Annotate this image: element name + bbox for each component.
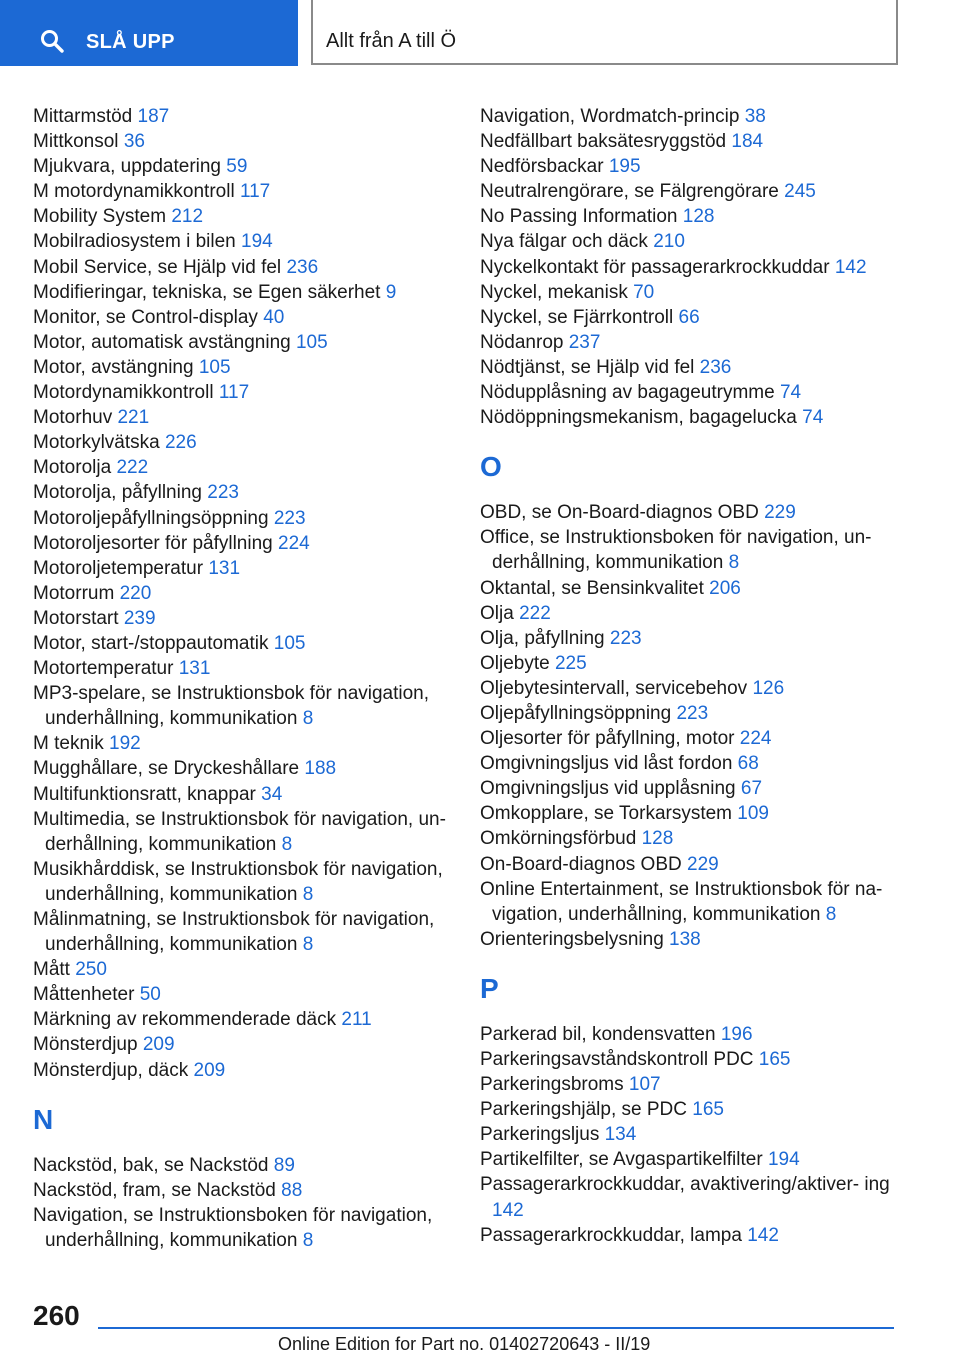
index-entry-text: Omkopplare, se Torkarsystem	[480, 803, 733, 825]
index-entry-page-link[interactable]: 221	[117, 407, 150, 429]
index-entry	[33, 355, 453, 380]
index-entry-page-link[interactable]: 117	[239, 181, 271, 203]
index-entry-text: Mobility System	[33, 206, 167, 228]
index-entry-page-link[interactable]: 187	[137, 106, 170, 127]
index-entry-page-link[interactable]: 226	[164, 432, 197, 454]
index-entry	[33, 681, 453, 731]
index-entry	[480, 280, 900, 305]
index-entry-text: Motoroljesorter för påfyllning	[33, 532, 273, 554]
index-entry	[480, 927, 900, 952]
index-entry	[33, 430, 453, 455]
index-entry	[33, 1007, 453, 1032]
index-entry-page-link[interactable]: 134	[604, 1124, 637, 1146]
index-entry	[480, 355, 900, 380]
index-entry	[33, 807, 453, 857]
index-entry-text: Måttenheter	[33, 984, 135, 1006]
index-entry-page-link[interactable]: 224	[278, 532, 310, 554]
index-entry-text: Motorolja	[33, 457, 112, 479]
index-entry-text: Mobilradiosystem i bilen	[33, 231, 236, 253]
index-entry	[33, 380, 453, 405]
index-entry-page-link[interactable]: 105	[273, 632, 306, 654]
index-entry-text: Nödtjänst, se Hjälp vid fel	[480, 356, 695, 378]
index-entry-page-link[interactable]: 107	[628, 1074, 661, 1096]
index-entry-text: Motorrum	[33, 582, 115, 604]
index-entry-page-link[interactable]: 223	[609, 627, 642, 649]
index-entry-text: Motorhuv	[33, 407, 113, 429]
index-entry-page-link[interactable]: 50	[139, 984, 161, 1006]
index-entry-page-link[interactable]: 165	[758, 1049, 791, 1070]
index-entry-page-link[interactable]: 223	[273, 507, 306, 529]
index-entry-text: Målinmatning, se Instruktionsbok för navigation, underhållning, kommunikation	[33, 909, 435, 956]
index-entry-page-link[interactable]: 188	[304, 758, 337, 780]
index-entry-page-link[interactable]: 128	[682, 206, 715, 228]
index-entry	[480, 751, 900, 776]
index-entry-page-link[interactable]: 222	[116, 457, 149, 479]
index-entry-page-link[interactable]: 237	[568, 331, 601, 353]
index-entry-text: On-Board-diagnos OBD	[480, 853, 682, 875]
index-entry-text: M motordynamikkontroll	[33, 181, 235, 203]
index-entry-text: Olja, påfyllning	[480, 627, 605, 649]
index-entry-text: Mjukvara, uppdatering	[33, 156, 221, 178]
index-entry	[480, 701, 900, 726]
index-entry-page-link[interactable]: 212	[171, 206, 204, 228]
index-entry-page-link[interactable]: 239	[123, 607, 156, 629]
index-entry-text: Oljesorter för påfyllning, motor	[480, 728, 735, 750]
index-entry	[480, 676, 900, 701]
index-entry-text: Nödanrop	[480, 331, 564, 353]
index-entry-page-link[interactable]: 89	[273, 1154, 295, 1176]
index-entry-text: Nackstöd, bak, se Nackstöd	[33, 1154, 269, 1176]
index-column-right	[480, 104, 900, 1248]
index-entry	[33, 731, 453, 756]
index-entry-text: Mittarmstöd	[33, 106, 133, 127]
index-entry	[33, 330, 453, 355]
index-entry-page-link[interactable]: 138	[669, 928, 701, 950]
index-column-left	[33, 104, 453, 1253]
index-entry-text: Parkeringsljus	[480, 1124, 600, 1146]
index-entry-page-link[interactable]: 222	[519, 602, 551, 624]
index-entry-page-link[interactable]: 223	[207, 482, 239, 504]
index-entry-text: Motorstart	[33, 607, 119, 629]
index-entry-page-link[interactable]: 225	[554, 652, 587, 674]
index-entry-page-link[interactable]: 142	[747, 1224, 779, 1246]
index-entry-text: Motorolja, påfyllning	[33, 482, 202, 504]
index-entry-text: Motor, automatisk avstängning	[33, 331, 291, 353]
index-entry	[33, 154, 453, 179]
index-entry	[33, 982, 453, 1007]
index-entry	[33, 656, 453, 681]
index-entry-page-link[interactable]: 236	[286, 256, 319, 278]
index-entry-page-link[interactable]: 59	[226, 156, 248, 178]
index-entry	[33, 280, 453, 305]
index-entry-text: Parkeringshjälp, se PDC	[480, 1099, 687, 1121]
index-entry	[480, 1172, 900, 1222]
index-entry	[33, 229, 453, 254]
index-entry	[33, 556, 453, 581]
index-entry-page-link[interactable]: 8	[302, 1229, 314, 1251]
index-entry-text: Mått	[33, 959, 70, 981]
index-entry-text: Navigation, se Instruktionsboken för navigation, underhållning, kommunikation	[33, 1204, 433, 1251]
index-entry-page-link[interactable]: 142	[834, 256, 867, 278]
index-entry	[33, 405, 453, 430]
index-entry-text: Office, se Instruktionsboken för navigation, un- derhållning, kommunikation	[480, 527, 872, 574]
index-entry-text: Olja	[480, 602, 514, 624]
index-entry	[480, 651, 900, 676]
index-entry-page-link[interactable]: 8	[281, 833, 293, 855]
index-entry	[33, 1153, 453, 1178]
index-entry-page-link[interactable]: 245	[784, 181, 816, 203]
index-entry	[480, 255, 900, 280]
index-entry-text: Navigation, Wordmatch-princip	[480, 106, 740, 127]
index-entry-page-link[interactable]: 192	[109, 733, 141, 755]
index-entry	[33, 531, 453, 556]
index-entry	[480, 179, 900, 204]
index-entry-page-link[interactable]: 165	[692, 1099, 724, 1121]
index-entry	[480, 405, 900, 430]
index-entry-page-link[interactable]: 196	[720, 1023, 753, 1045]
index-entry	[480, 1147, 900, 1172]
index-section-letter: P	[480, 972, 499, 1004]
index-section-letter: O	[480, 451, 502, 483]
index-entry-text: Online Entertainment, se Instruktionsbok för na- vigation, underhållning, kommunikation	[480, 878, 883, 925]
index-entry-page-link[interactable]: 229	[764, 502, 796, 524]
index-entry	[480, 525, 900, 575]
index-entry	[33, 455, 453, 480]
index-entry-text: Orienteringsbelysning	[480, 928, 664, 950]
index-entry-text: Nyckel, mekanisk	[480, 281, 628, 303]
index-entry-text: Nedförsbackar	[480, 156, 604, 178]
index-entry-page-link[interactable]: 236	[699, 356, 732, 378]
index-entry-page-link[interactable]: 36	[123, 131, 145, 153]
index-entry-text: Motordynamikkontroll	[33, 382, 214, 404]
index-entry	[33, 204, 453, 229]
index-entry-text: Monitor, se Control-display	[33, 306, 258, 328]
index-entry-page-link[interactable]: 211	[341, 1009, 372, 1031]
index-entry-text: Oljepåfyllningsöppning	[480, 702, 672, 724]
index-entry-page-link[interactable]: 126	[752, 677, 785, 699]
index-entry-text: Nödöppningsmekanism, bagagelucka	[480, 407, 797, 429]
index-entry-page-link[interactable]: 8	[302, 708, 314, 730]
index-entry-page-link[interactable]: 34	[261, 783, 283, 805]
index-entry-text: Omkörningsförbud	[480, 828, 637, 850]
index-entry	[480, 204, 900, 229]
index-entry	[480, 154, 900, 179]
index-entry	[33, 179, 453, 204]
index-entry-text: Omgivningsljus vid låst fordon	[480, 753, 733, 775]
index-entry-text: MP3-spelare, se Instruktionsbok för navigation, underhållning, kommunikation	[33, 683, 430, 730]
index-entry	[480, 1047, 900, 1072]
index-entry-page-link[interactable]: 74	[802, 407, 824, 429]
index-entry-text: Musikhårddisk, se Instruktionsbok för navigation, underhållning, kommunikation	[33, 858, 443, 905]
index-entry	[33, 606, 453, 631]
index-entry-text: Motor, start-/stoppautomatik	[33, 632, 269, 654]
index-entry	[33, 1032, 453, 1057]
index-entry	[33, 756, 453, 781]
index-entry-page-link[interactable]: 9	[385, 281, 397, 303]
index-entry	[480, 776, 900, 801]
index-entry	[480, 852, 900, 877]
index-entry-text: Oljebyte	[480, 652, 550, 674]
section-title-box	[311, 0, 898, 65]
index-entry-text: Multimedia, se Instruktionsbok för navigation, un- derhållning, kommunikation	[33, 808, 446, 855]
index-entry	[480, 576, 900, 601]
index-entry-page-link[interactable]: 223	[676, 702, 709, 724]
index-entry	[33, 305, 453, 330]
index-entry-page-link[interactable]: 184	[731, 131, 764, 153]
index-entry-page-link[interactable]: 194	[241, 231, 273, 253]
index-entry-page-link[interactable]: 117	[218, 382, 250, 404]
index-entry-text: Passagerarkrockkuddar, avaktivering/aktiver- ing	[480, 1174, 890, 1196]
index-entry	[33, 957, 453, 982]
page-header	[0, 0, 960, 68]
index-entry-page-link[interactable]: 8	[825, 903, 837, 925]
index-entry-text: OBD, se On-Board-diagnos OBD	[480, 502, 759, 524]
index-entry	[480, 229, 900, 254]
index-entry	[480, 1097, 900, 1122]
index-entry-page-link[interactable]: 8	[728, 552, 740, 574]
index-entry-text: Motor, avstängning	[33, 356, 194, 378]
index-entry-page-link[interactable]: 131	[208, 557, 241, 579]
index-entry	[480, 129, 900, 154]
index-entry-page-link[interactable]: 74	[779, 382, 802, 404]
index-entry	[480, 330, 900, 355]
index-entry-text: Motorkylvätska	[33, 432, 160, 454]
search-button[interactable]	[0, 0, 298, 66]
section-title: Allt från A till Ö	[326, 30, 457, 52]
index-entry	[480, 726, 900, 751]
index-entry-page-link[interactable]: 66	[678, 306, 700, 328]
index-entry-page-link[interactable]: 40	[263, 306, 285, 328]
index-entry-text: Mobil Service, se Hjälp vid fel	[33, 256, 282, 278]
index-entry-text: Nedfällbart baksätesryggstöd	[480, 131, 727, 153]
index-entry-page-link[interactable]: 67	[740, 778, 763, 800]
index-entry	[33, 255, 453, 280]
index-entry-text: Omgivningsljus vid upplåsning	[480, 778, 736, 800]
index-section-letter: N	[33, 1103, 54, 1135]
index-entry	[480, 380, 900, 405]
index-entry-page-link[interactable]: 88	[281, 1179, 303, 1201]
index-entry	[33, 1058, 453, 1083]
index-entry-text: Oljebytesintervall, servicebehov	[480, 677, 748, 699]
index-entry-page-link[interactable]: 220	[119, 582, 152, 604]
index-entry-text: Nya fälgar och däck	[480, 231, 648, 253]
index-entry-text: Parkerad bil, kondensvatten	[480, 1023, 716, 1045]
index-entry-text: Parkeringsavståndskontroll PDC	[480, 1049, 754, 1070]
index-entry	[33, 506, 453, 531]
index-entry-page-link[interactable]: 128	[641, 828, 674, 850]
index-entry	[480, 826, 900, 851]
index-entry	[480, 626, 900, 651]
index-entry-text: Neutralrengörare, se Fälgrengörare	[480, 181, 779, 203]
index-entry-text: Märkning av rekommenderade däck	[33, 1009, 337, 1031]
index-entry	[480, 1122, 900, 1147]
index-entry-text: Passagerarkrockkuddar, lampa	[480, 1224, 742, 1246]
index-entry-text: Motoroljepåfyllningsöppning	[33, 507, 269, 529]
index-entry-text: Mönsterdjup, däck	[33, 1059, 189, 1081]
index-entry-page-link[interactable]: 194	[767, 1149, 800, 1171]
index-entry-text: M teknik	[33, 733, 104, 755]
index-entry-page-link[interactable]: 209	[142, 1034, 175, 1056]
index-entry-page-link[interactable]: 105	[295, 331, 328, 353]
index-entry	[33, 1203, 453, 1253]
index-entry-page-link[interactable]: 105	[198, 356, 231, 378]
index-entry-text: Mittkonsol	[33, 131, 119, 153]
index-entry-page-link[interactable]: 209	[193, 1059, 226, 1081]
index-entry-page-link[interactable]: 206	[709, 577, 741, 599]
index-entry	[480, 305, 900, 330]
index-entry	[33, 480, 453, 505]
index-entry-text: Mugghållare, se Dryckeshållare	[33, 758, 300, 780]
index-entry-page-link[interactable]: 131	[178, 658, 211, 680]
footer-divider	[98, 1327, 894, 1329]
index-entry-page-link[interactable]: 38	[744, 106, 766, 127]
index-entry	[33, 129, 453, 154]
index-entry	[33, 782, 453, 807]
index-entry-text: Parkeringsbroms	[480, 1074, 624, 1096]
index-entry	[33, 857, 453, 907]
index-entry-page-link[interactable]: 224	[739, 728, 772, 750]
index-entry	[480, 104, 900, 129]
index-entry	[480, 1223, 900, 1248]
index-entry-text: Modifieringar, tekniska, se Egen säkerhet	[33, 281, 381, 303]
edition-note: Online Edition for Part no. 01402720643 - II/19	[278, 1334, 651, 1354]
index-entry	[480, 500, 900, 525]
index-entry-page-link[interactable]: 229	[687, 853, 719, 875]
index-entry	[33, 104, 453, 129]
index-entry-page-link[interactable]: 70	[633, 281, 655, 303]
index-entry-text: No Passing Information	[480, 206, 678, 228]
index-entry-text: Motortemperatur	[33, 658, 174, 680]
index-entry	[33, 907, 453, 957]
index-entry-text: Motoroljetemperatur	[33, 557, 204, 579]
index-entry-text: Partikelfilter, se Avgaspartikelfilter	[480, 1149, 763, 1171]
index-entry-text: Nyckel, se Fjärrkontroll	[480, 306, 674, 328]
index-entry	[480, 801, 900, 826]
index-entry-text: Multifunktionsratt, knappar	[33, 783, 256, 805]
index-entry-page-link[interactable]: 142	[492, 1199, 524, 1221]
search-button-label: SLÅ UPP	[86, 31, 175, 53]
index-entry-text: Nackstöd, fram, se Nackstöd	[33, 1179, 276, 1201]
index-entry-page-link[interactable]: 195	[608, 156, 641, 178]
index-entry-page-link[interactable]: 8	[302, 883, 314, 905]
index-entry-page-link[interactable]: 68	[737, 753, 759, 775]
index-entry-page-link[interactable]: 109	[737, 803, 769, 825]
index-entry-page-link[interactable]: 250	[75, 959, 107, 981]
search-icon	[40, 29, 64, 53]
index-entry	[33, 1178, 453, 1203]
index-entry	[480, 1022, 900, 1047]
index-entry	[480, 601, 900, 626]
index-entry-text: Mönsterdjup	[33, 1034, 138, 1056]
index-entry-text: Nyckelkontakt för passagerarkrockkuddar	[480, 256, 830, 278]
page-number: 260	[33, 1300, 80, 1331]
index-entry	[480, 877, 900, 927]
index-entry	[480, 1072, 900, 1097]
index-entry-page-link[interactable]: 210	[653, 231, 685, 253]
index-entry	[33, 581, 453, 606]
index-entry-text: Oktantal, se Bensinkvalitet	[480, 577, 704, 599]
index-entry	[33, 631, 453, 656]
index-entry-page-link[interactable]: 8	[302, 934, 314, 956]
index-entry-text: Nödupplåsning av bagageutrymme	[480, 382, 775, 404]
